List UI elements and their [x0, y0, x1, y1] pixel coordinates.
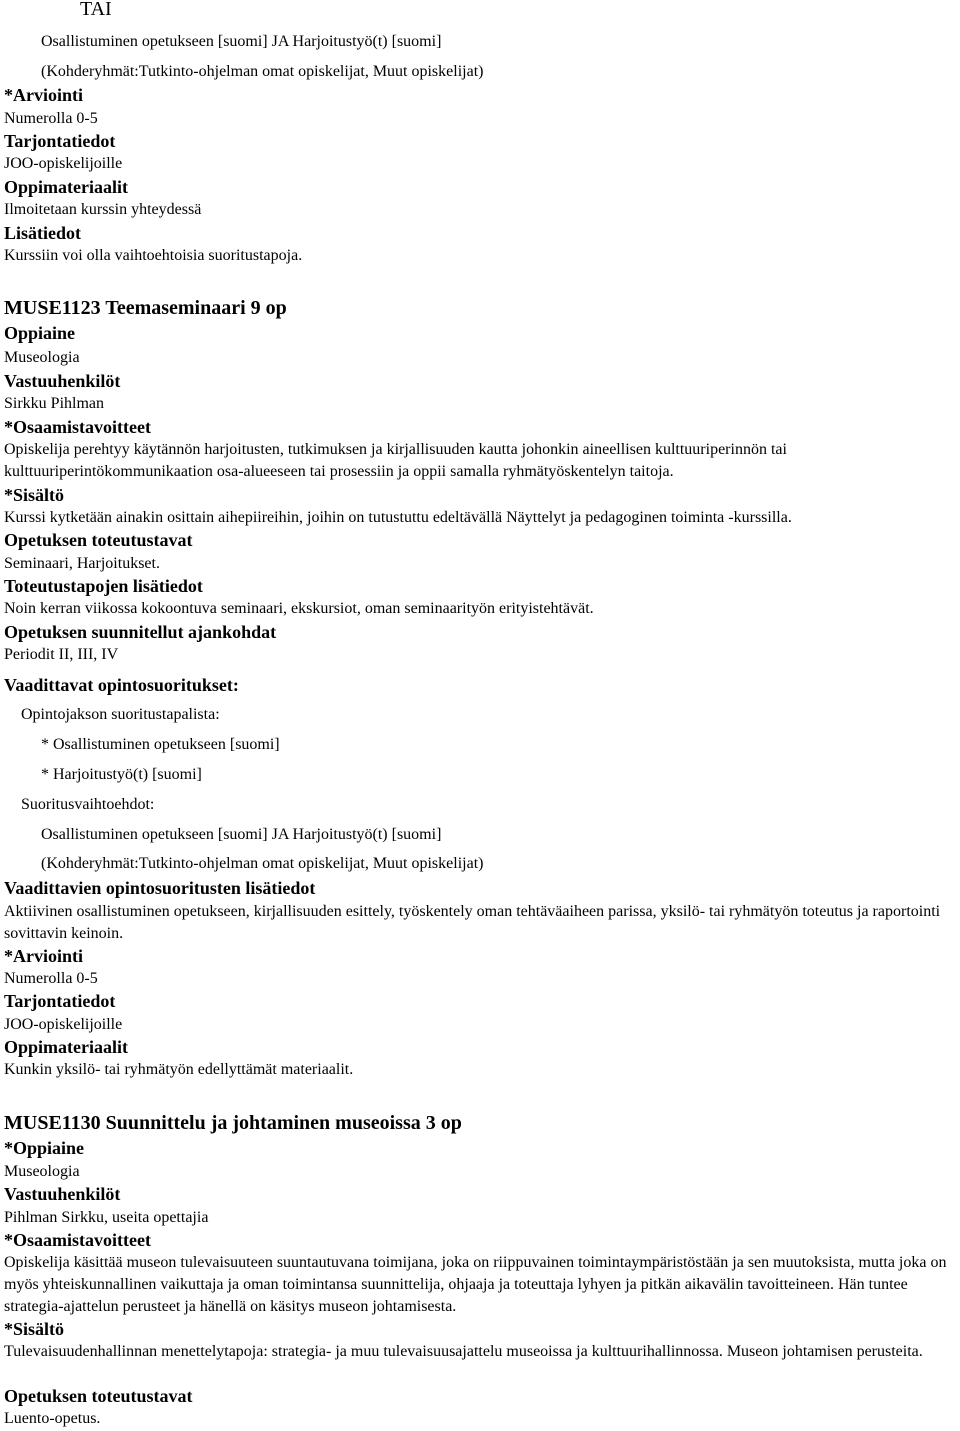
value-osaamistavoitteet: Opiskelija käsittää museon tulevaisuuteen suuntautuvana toimijana, joka on riippuvainen toimintaympäristöstään ja sen muutoksista, mutta joka on myös yhteiskunnallinen vaikuttaja ja oman toimintansa suunnittelija, ohjaaja ja toteuttaja lyhyen ja pitkän aikavälin tavoitteineen. Hän tuntee strategia-ajattelun perusteet ja hänellä on käsitys museon johtamisesta. — [4, 1254, 947, 1315]
value-oppiaine: Museologia — [4, 349, 80, 366]
value-toteutustavat: Seminaari, Harjoitukset. — [4, 555, 160, 572]
value-arviointi: Numerolla 0-5 — [4, 970, 98, 987]
heading-oppiaine: Oppiaine — [4, 323, 76, 343]
option-line: Osallistuminen opetukseen [suomi] JA Harjoitustyö(t) [suomi] — [41, 826, 442, 843]
suoritustapa-item: * Harjoitustyö(t) [suomi] — [41, 766, 202, 783]
heading-sisalto: *Sisältö — [4, 485, 65, 505]
value-arviointi: Numerolla 0-5 — [4, 110, 98, 127]
heading-arviointi: *Arviointi — [4, 946, 83, 966]
heading-osaamistavoitteet: *Osaamistavoitteet — [4, 417, 151, 437]
course-title-muse1130: MUSE1130 Suunnittelu ja johtaminen museoissa 3 op — [4, 1112, 462, 1134]
heading-osaamistavoitteet: *Osaamistavoitteet — [4, 1230, 151, 1250]
heading-tarjontatiedot: Tarjontatiedot — [4, 131, 116, 151]
heading-vaadittavien-lisatiedot: Vaadittavien opintosuoritusten lisätiedot — [4, 878, 316, 898]
heading-vaadittavat: Vaadittavat opintosuoritukset: — [4, 675, 239, 695]
suoritusvaihtoehdot-label: Suoritusvaihtoehdot: — [21, 796, 155, 813]
heading-ajankohdat: Opetuksen suunnitellut ajankohdat — [4, 622, 277, 642]
value-osaamistavoitteet: Opiskelija perehtyy käytännön harjoitusten, tutkimuksen ja kirjallisuuden kautta johonkin aineellisen kulttuuriperinnön tai kulttuuriperintökommunikaation osa-alueeseen tai prosessiin ja oppii samalla ryhmätyöskentelyn taitoja. — [4, 441, 787, 480]
heading-tarjontatiedot: Tarjontatiedot — [4, 991, 116, 1011]
value-ajankohdat: Periodit II, III, IV — [4, 646, 119, 663]
course-title-muse1123: MUSE1123 Teemaseminaari 9 op — [4, 297, 287, 319]
target-groups: (Kohderyhmät:Tutkinto-ohjelman omat opiskelijat, Muut opiskelijat) — [41, 63, 484, 80]
value-tarjontatiedot: JOO-opiskelijoille — [4, 1016, 123, 1033]
value-sisalto: Tulevaisuudenhallinnan menettelytapoja: strategia- ja muu tulevaisuusajattelu museoissa ja kulttuurihallinnossa. Museon johtamisen perusteita. — [4, 1343, 923, 1360]
heading-toteutustavat: Opetuksen toteutustavat — [4, 1386, 193, 1406]
heading-vastuuhenkilot: Vastuuhenkilöt — [4, 1184, 121, 1204]
value-lisatiedot: Kurssiin voi olla vaihtoehtoisia suoritustapoja. — [4, 247, 303, 264]
heading-toteutustapojen-lisatiedot: Toteutustapojen lisätiedot — [4, 576, 203, 596]
value-vastuuhenkilot: Sirkku Pihlman — [4, 395, 105, 412]
heading-vastuuhenkilot: Vastuuhenkilöt — [4, 371, 121, 391]
heading-oppimateriaalit: Oppimateriaalit — [4, 1037, 128, 1057]
suoritustapalista-label: Opintojakson suoritustapalista: — [21, 706, 220, 723]
heading-oppimateriaalit: Oppimateriaalit — [4, 177, 128, 197]
target-groups: (Kohderyhmät:Tutkinto-ohjelman omat opiskelijat, Muut opiskelijat) — [41, 855, 484, 872]
or-separator: TAI — [80, 0, 112, 20]
option-line: Osallistuminen opetukseen [suomi] JA Harjoitustyö(t) [suomi] — [41, 33, 442, 50]
value-tarjontatiedot: JOO-opiskelijoille — [4, 155, 123, 172]
value-sisalto: Kurssi kytketään ainakin osittain aihepiireihin, joihin on tutustuttu edeltävällä Näyttelyt ja pedagoginen toiminta -kurssilla. — [4, 509, 792, 526]
value-oppiaine: Museologia — [4, 1163, 80, 1180]
suoritustapa-item: * Osallistuminen opetukseen [suomi] — [41, 736, 280, 753]
value-vaadittavien-lisatiedot: Aktiivinen osallistuminen opetukseen, kirjallisuuden esittely, työskentely oman tehtäväaiheen parissa, yksilö- tai ryhmätyön toteutus ja raportointi sovittavin keinoin. — [4, 903, 941, 942]
heading-sisalto: *Sisältö — [4, 1319, 65, 1339]
value-toteutustavat: Luento-opetus. — [4, 1410, 101, 1427]
value-vastuuhenkilot: Pihlman Sirkku, useita opettajia — [4, 1209, 209, 1226]
value-oppimateriaalit: Kunkin yksilö- tai ryhmätyön edellyttämät materiaalit. — [4, 1061, 354, 1078]
value-oppimateriaalit: Ilmoitetaan kurssin yhteydessä — [4, 201, 202, 218]
heading-lisatiedot: Lisätiedot — [4, 223, 82, 243]
value-toteutustapojen-lisatiedot: Noin kerran viikossa kokoontuva seminaari, ekskursiot, oman seminaarityön erityistehtävät. — [4, 600, 594, 617]
heading-toteutustavat: Opetuksen toteutustavat — [4, 530, 193, 550]
heading-oppiaine: *Oppiaine — [4, 1138, 85, 1158]
heading-arviointi: *Arviointi — [4, 85, 83, 105]
